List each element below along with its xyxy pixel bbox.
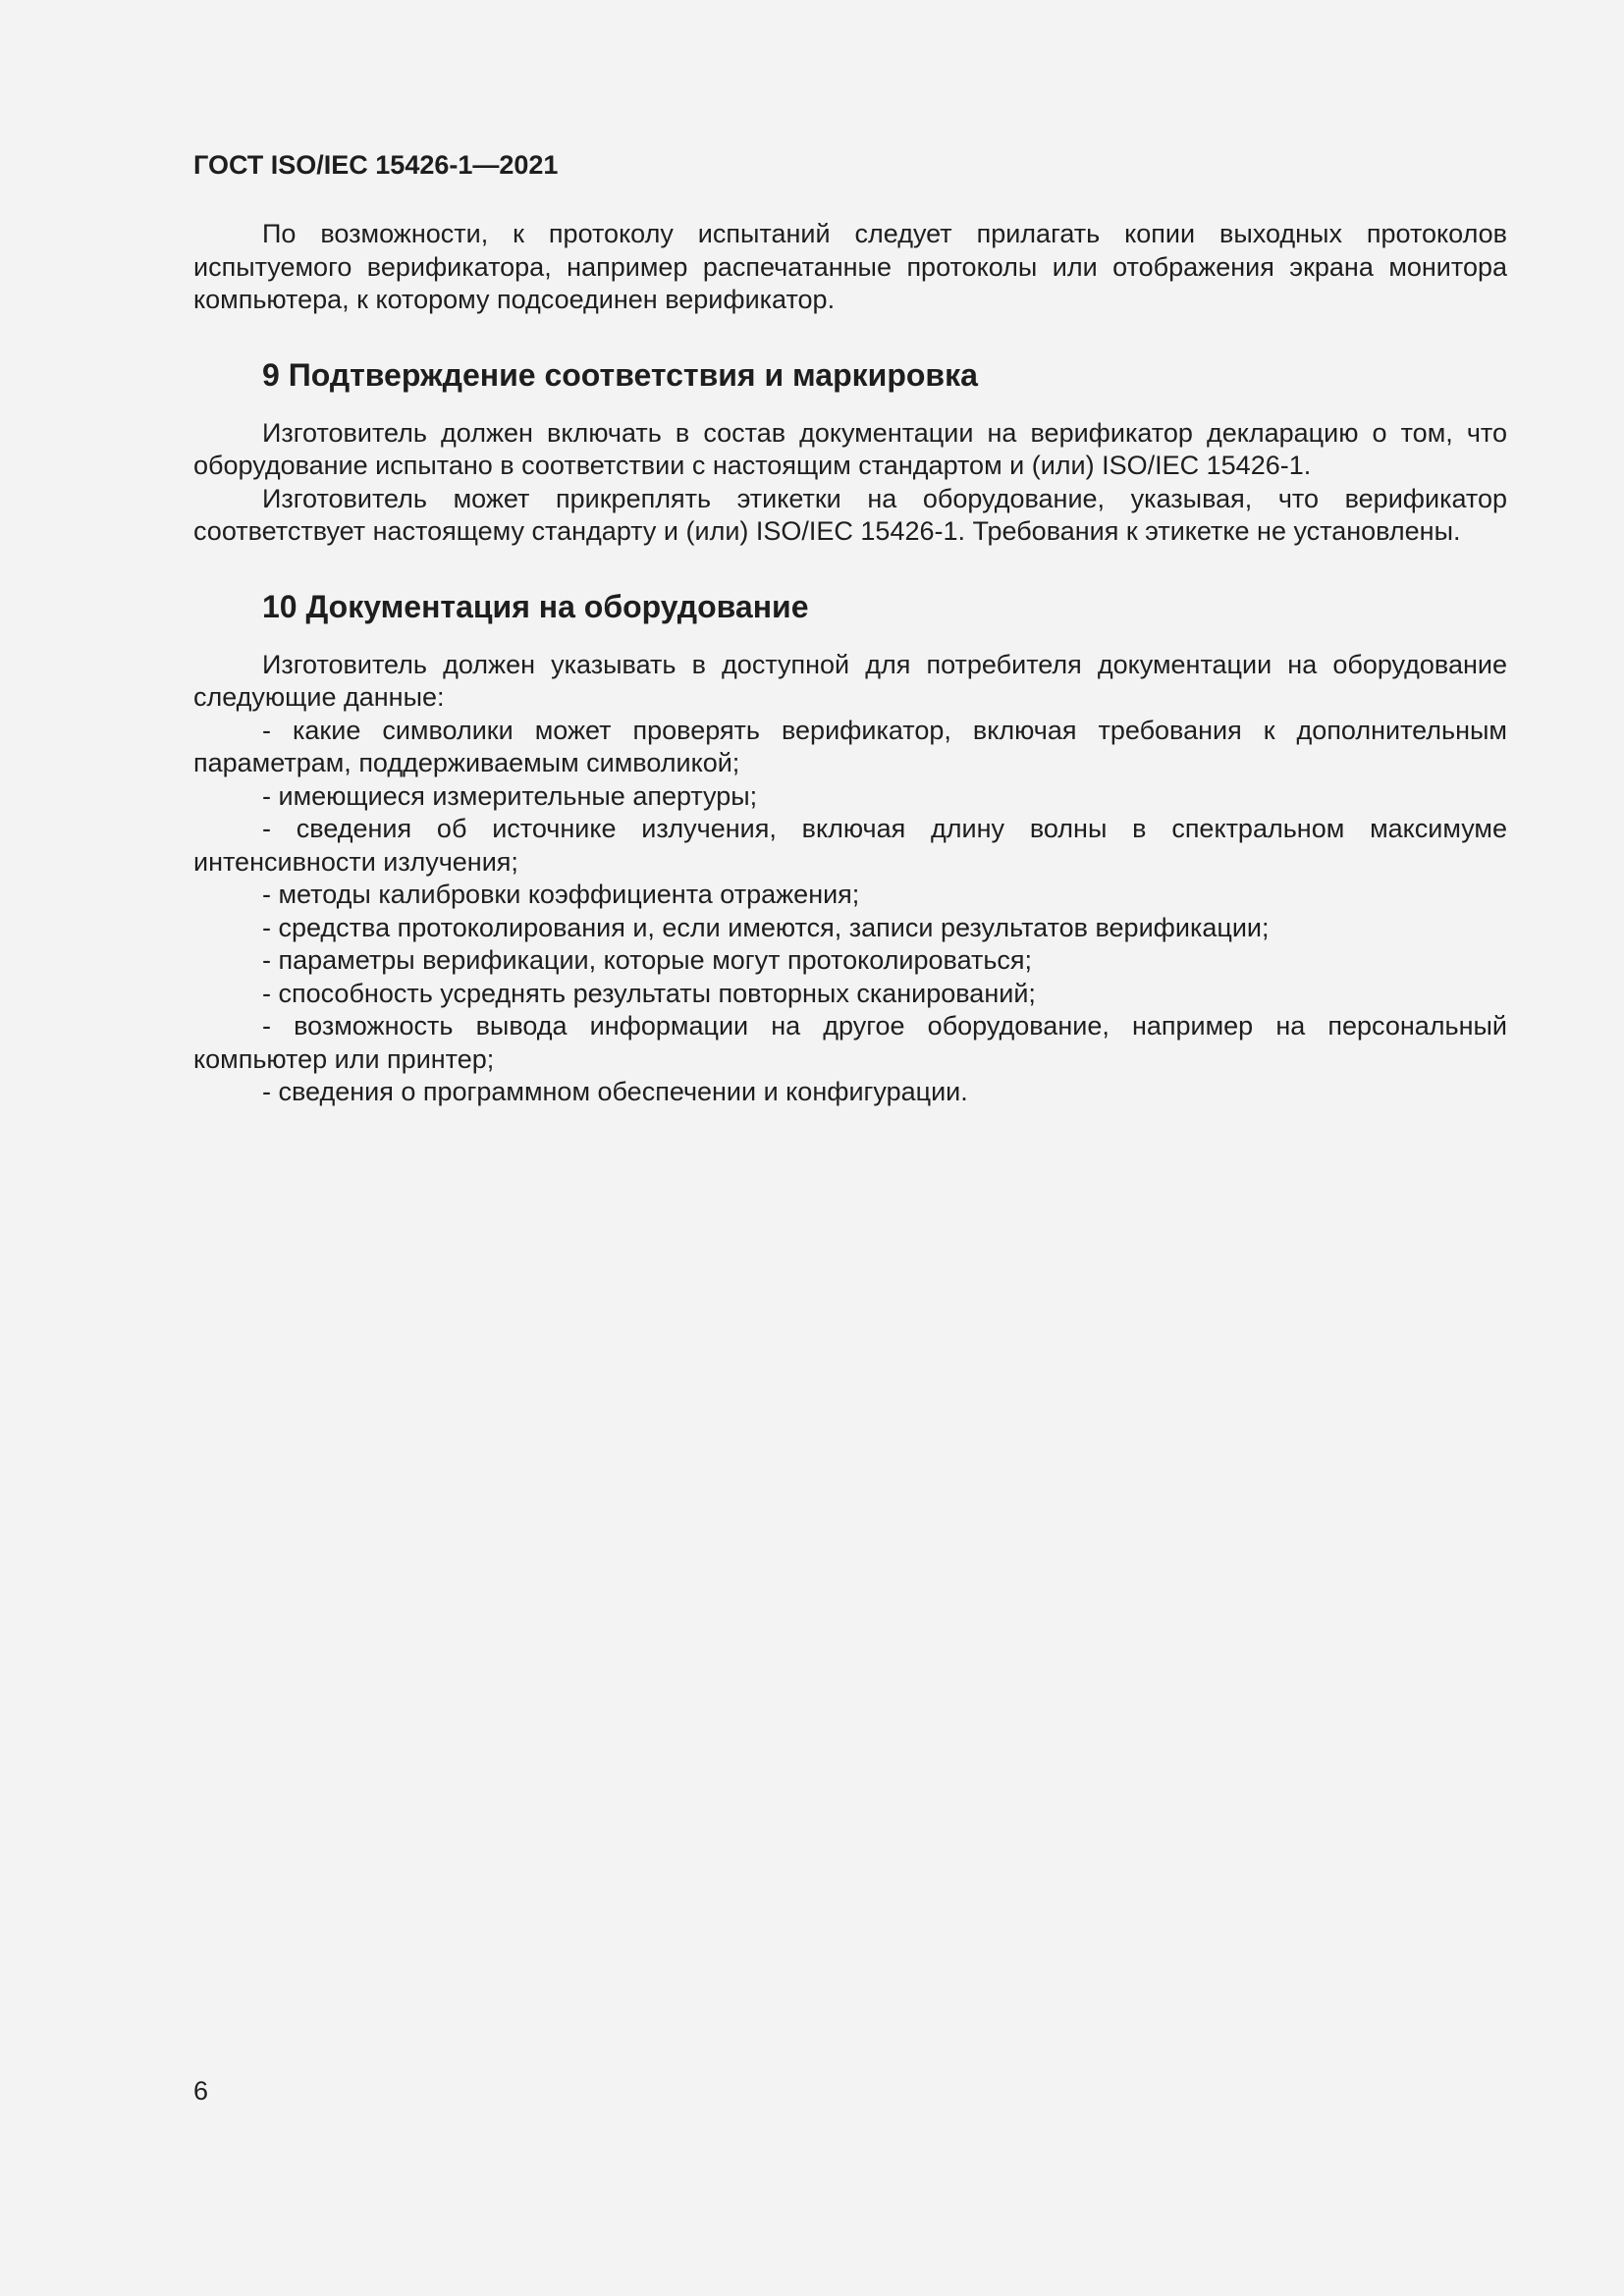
section-9-paragraph-2: Изготовитель может прикреплять этикетки на оборудование, указывая, что верификатор соответствует настоящему стандарту и (или) ISO/IEC 15426-1. Требования к этикетке не установлены. [193, 483, 1507, 546]
list-item: - средства протоколирования и, если имеются, записи результатов верификации; [262, 912, 1270, 942]
list-item: - возможность вывода информации на другое оборудование, например на персональный компьютер или принтер; [193, 1011, 1507, 1074]
list-item: - имеющиеся измерительные апертуры; [262, 780, 758, 811]
section-10-title: 10 Документация на оборудование [262, 588, 809, 624]
list-item: - сведения о программном обеспечении и конфигурации. [262, 1077, 968, 1106]
section-10-lead: Изготовитель должен указывать в доступной для потребителя документации на оборудование следующие данные: [193, 649, 1507, 712]
page-number: 6 [193, 2076, 209, 2106]
list-item: - параметры верификации, которые могут протоколироваться; [262, 945, 1033, 975]
list-item: - способность усреднять результаты повторных сканирований; [262, 978, 1036, 1008]
list-item: - методы калибровки коэффициента отражения; [262, 880, 860, 909]
section-9-title: 9 Подтверждение соответствия и маркировка [262, 356, 978, 393]
document-code-header: ГОСТ ISO/IEC 15426-1—2021 [193, 150, 559, 180]
list-item: - сведения об источнике излучения, включая длину волны в спектральном максимуме интенсивности излучения; [193, 814, 1507, 877]
section-9-paragraph-1: Изготовитель должен включать в состав документации на верификатор декларацию о том, что оборудование испытано в соответствии с настоящим стандартом и (или) ISO/IEC 15426-1. [193, 417, 1507, 480]
intro-paragraph: По возможности, к протоколу испытаний следует прилагать копии выходных протоколов испытуемого верификатора, например распечатанные протоколы или отображения экрана монитора компьютера, к которому подсоединен верификатор. [193, 219, 1507, 314]
list-item: - какие символики может проверять верификатор, включая требования к дополнительным параметрам, поддерживаемым символикой; [193, 715, 1507, 777]
document-page [193, 145, 1507, 1109]
